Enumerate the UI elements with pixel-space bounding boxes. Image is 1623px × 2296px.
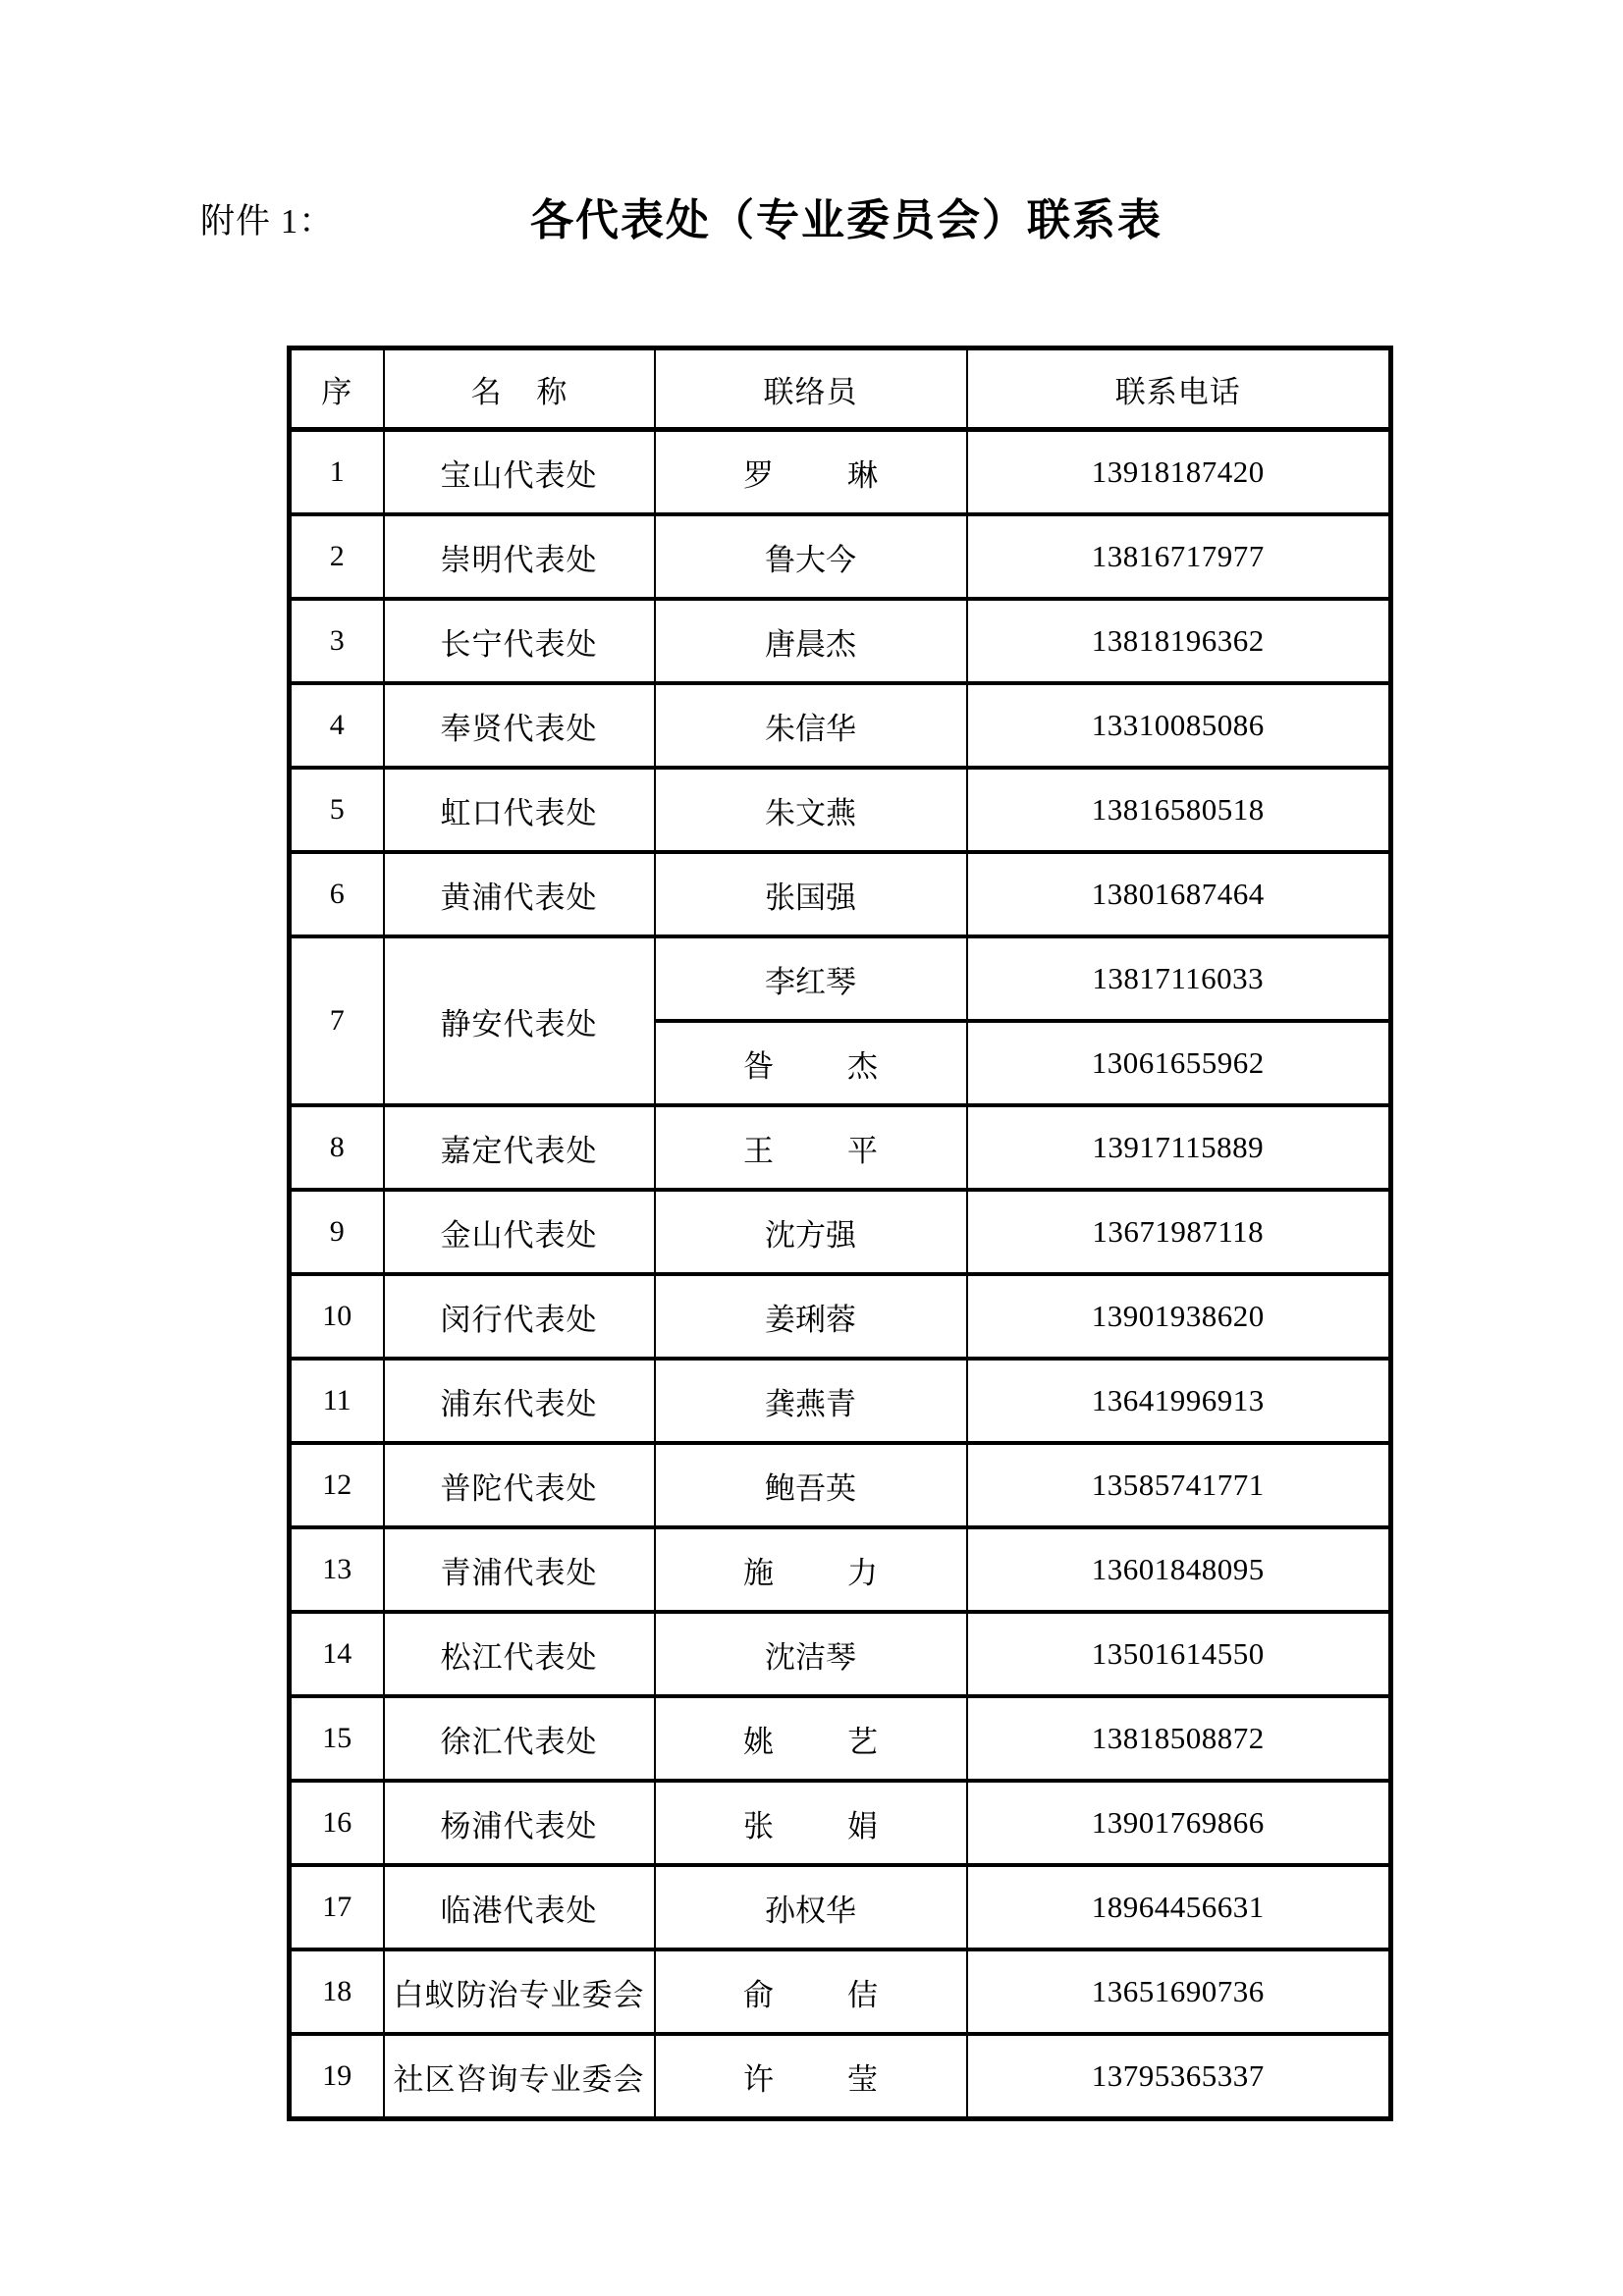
cell-sequence: 18	[290, 1949, 384, 2034]
cell-contact-person: 许 莹	[655, 2034, 967, 2119]
cell-sequence: 7	[290, 936, 384, 1105]
cell-sequence: 8	[290, 1105, 384, 1190]
cell-contact-person: 俞 佶	[655, 1949, 967, 2034]
cell-contact-phone: 13585741771	[967, 1443, 1391, 1527]
table-row	[290, 1274, 1391, 1359]
table-row	[290, 683, 1391, 768]
cell-organization-name: 金山代表处	[384, 1190, 655, 1274]
cell-contact-person: 张国强	[655, 852, 967, 936]
cell-sequence: 11	[290, 1359, 384, 1443]
cell-contact-phone: 13818508872	[967, 1696, 1391, 1781]
cell-contact-person: 姜琍蓉	[655, 1274, 967, 1359]
cell-organization-name: 浦东代表处	[384, 1359, 655, 1443]
cell-contact-phone: 13901769866	[967, 1781, 1391, 1865]
cell-contact-person: 龚燕青	[655, 1359, 967, 1443]
cell-contact-person: 沈洁琴	[655, 1612, 967, 1696]
table-row	[290, 430, 1391, 515]
cell-organization-name: 奉贤代表处	[384, 683, 655, 768]
column-header-person: 联络员	[655, 348, 967, 430]
cell-contact-person: 沈方强	[655, 1190, 967, 1274]
cell-organization-name: 闵行代表处	[384, 1274, 655, 1359]
table-row	[290, 514, 1391, 599]
cell-contact-phone: 13671987118	[967, 1190, 1391, 1274]
table-row	[290, 1527, 1391, 1612]
cell-contact-phone: 13795365337	[967, 2034, 1391, 2119]
cell-sequence: 6	[290, 852, 384, 936]
cell-contact-person: 朱信华	[655, 683, 967, 768]
cell-sequence: 5	[290, 768, 384, 852]
table-row	[290, 1443, 1391, 1527]
cell-organization-name: 普陀代表处	[384, 1443, 655, 1527]
table-row	[290, 936, 1391, 1021]
cell-organization-name: 崇明代表处	[384, 514, 655, 599]
cell-organization-name: 长宁代表处	[384, 599, 655, 683]
table-row	[290, 1190, 1391, 1274]
table-row	[290, 1105, 1391, 1190]
cell-sequence: 15	[290, 1696, 384, 1781]
cell-contact-person: 唐晨杰	[655, 599, 967, 683]
cell-sequence: 9	[290, 1190, 384, 1274]
cell-contact-phone: 13061655962	[967, 1021, 1391, 1105]
cell-contact-person: 罗 琳	[655, 430, 967, 515]
cell-contact-phone: 13801687464	[967, 852, 1391, 936]
cell-contact-phone: 13601848095	[967, 1527, 1391, 1612]
cell-organization-name: 社区咨询专业委会	[384, 2034, 655, 2119]
cell-organization-name: 松江代表处	[384, 1612, 655, 1696]
cell-contact-person: 鲁大今	[655, 514, 967, 599]
cell-contact-person: 施 力	[655, 1527, 967, 1612]
cell-organization-name: 青浦代表处	[384, 1527, 655, 1612]
cell-sequence: 16	[290, 1781, 384, 1865]
cell-sequence: 14	[290, 1612, 384, 1696]
table-row	[290, 1359, 1391, 1443]
page-title: 各代表处（专业委员会）联系表	[530, 196, 1163, 244]
table-header	[290, 348, 1391, 430]
cell-contact-person: 李红琴	[655, 936, 967, 1021]
cell-contact-phone: 13818196362	[967, 599, 1391, 683]
cell-contact-person: 鲍吾英	[655, 1443, 967, 1527]
cell-sequence: 10	[290, 1274, 384, 1359]
cell-contact-phone: 13816717977	[967, 514, 1391, 599]
cell-contact-phone: 13651690736	[967, 1949, 1391, 2034]
cell-sequence: 12	[290, 1443, 384, 1527]
table-row	[290, 599, 1391, 683]
cell-contact-person: 王 平	[655, 1105, 967, 1190]
cell-contact-phone: 13501614550	[967, 1612, 1391, 1696]
title-block	[0, 192, 1623, 261]
column-header-phone: 联系电话	[967, 348, 1391, 430]
contact-table-container	[287, 346, 1388, 2121]
cell-sequence: 17	[290, 1865, 384, 1949]
cell-organization-name: 嘉定代表处	[384, 1105, 655, 1190]
cell-sequence: 4	[290, 683, 384, 768]
table-body	[290, 430, 1391, 2119]
cell-contact-phone: 18964456631	[967, 1865, 1391, 1949]
cell-organization-name: 虹口代表处	[384, 768, 655, 852]
table-row	[290, 852, 1391, 936]
cell-contact-phone: 13641996913	[967, 1359, 1391, 1443]
cell-organization-name: 徐汇代表处	[384, 1696, 655, 1781]
cell-contact-person: 孙权华	[655, 1865, 967, 1949]
cell-contact-phone: 13816580518	[967, 768, 1391, 852]
cell-organization-name: 黄浦代表处	[384, 852, 655, 936]
attachment-label: 附件 1：	[200, 202, 335, 240]
cell-sequence: 13	[290, 1527, 384, 1612]
table-header-row	[290, 348, 1391, 430]
cell-sequence: 1	[290, 430, 384, 515]
column-header-seq: 序	[290, 348, 384, 430]
cell-contact-person: 姚 艺	[655, 1696, 967, 1781]
cell-organization-name: 杨浦代表处	[384, 1781, 655, 1865]
table-row	[290, 1949, 1391, 2034]
contact-table	[287, 346, 1393, 2121]
table-row	[290, 2034, 1391, 2119]
table-row	[290, 1781, 1391, 1865]
table-row	[290, 768, 1391, 852]
cell-sequence: 19	[290, 2034, 384, 2119]
table-row	[290, 1612, 1391, 1696]
cell-organization-name: 临港代表处	[384, 1865, 655, 1949]
cell-contact-person: 朱文燕	[655, 768, 967, 852]
cell-organization-name: 静安代表处	[384, 936, 655, 1105]
cell-organization-name: 宝山代表处	[384, 430, 655, 515]
table-row	[290, 1865, 1391, 1949]
cell-contact-phone: 13901938620	[967, 1274, 1391, 1359]
table-row	[290, 1696, 1391, 1781]
cell-contact-person: 昝 杰	[655, 1021, 967, 1105]
cell-organization-name: 白蚁防治专业委会	[384, 1949, 655, 2034]
column-header-name: 名 称	[384, 348, 655, 430]
cell-contact-phone: 13917115889	[967, 1105, 1391, 1190]
cell-sequence: 2	[290, 514, 384, 599]
cell-contact-person: 张 娟	[655, 1781, 967, 1865]
cell-contact-phone: 13918187420	[967, 430, 1391, 515]
cell-sequence: 3	[290, 599, 384, 683]
cell-contact-phone: 13310085086	[967, 683, 1391, 768]
cell-contact-phone: 13817116033	[967, 936, 1391, 1021]
